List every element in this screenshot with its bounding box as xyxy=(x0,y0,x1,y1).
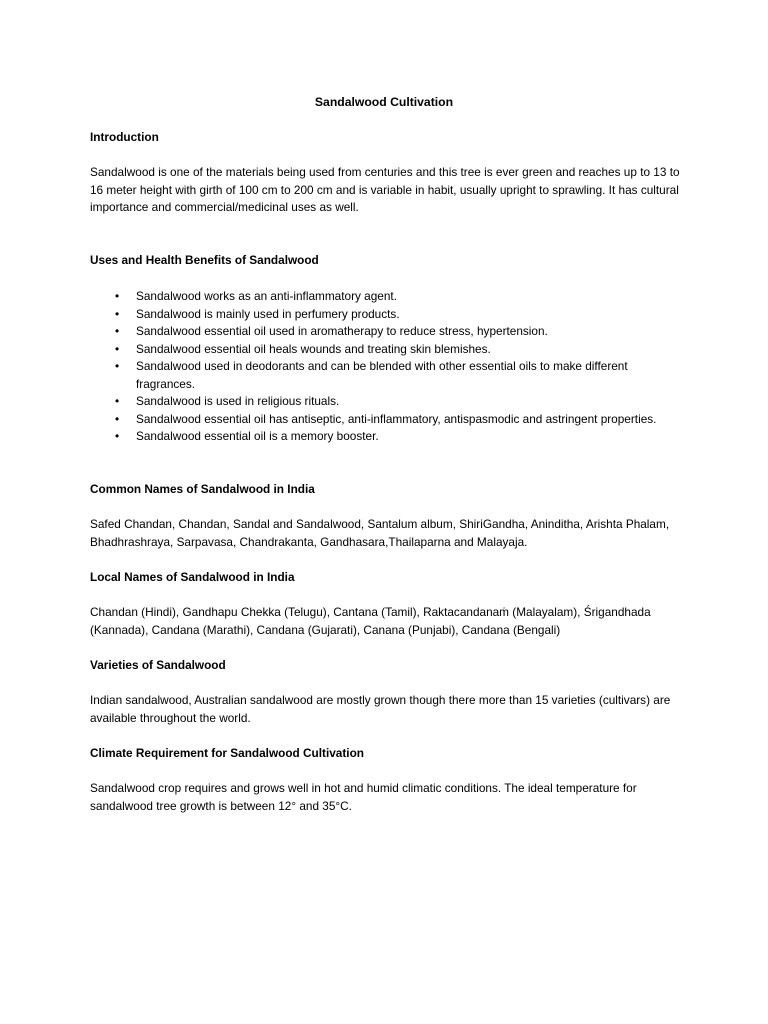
common-names-heading: Common Names of Sandalwood in India xyxy=(90,482,315,496)
introduction-paragraph: Sandalwood is one of the materials being used from centuries and this tree is ever green and reaches up to 13 to 16 meter height with girth of 100 cm to 200 cm and is variable in habit, usually upright to sprawling. It has cultural importance and commercial/medicinal uses as well. xyxy=(90,165,680,214)
list-item xyxy=(90,393,680,411)
bullet-icon: • xyxy=(115,359,120,373)
list-item-text: Sandalwood essential oil used in aromatherapy to reduce stress, hypertension. xyxy=(136,324,548,338)
list-item-text: Sandalwood essential oil heals wounds and treating skin blemishes. xyxy=(136,341,491,356)
climate-paragraph: Sandalwood crop requires and grows well in hot and humid climatic conditions. The ideal temperature for sandalwood tree growth is between 12° and 35°C. xyxy=(90,781,637,813)
list-item xyxy=(90,288,680,306)
list-item-text: Sandalwood works as an anti-inflammatory agent. xyxy=(136,289,397,303)
bullet-icon: • xyxy=(115,324,120,338)
list-item-text: Sandalwood essential oil has antiseptic, anti-inflammatory, antispasmodic and astringent properties. xyxy=(136,411,657,426)
list-item xyxy=(90,323,680,341)
local-names-paragraph: Chandan (Hindi), Gandhapu Chekka (Telugu), Cantana (Tamil), Raktacandanaṁ (Malayalam), Śrigandhada (Kannada), Candana (Marathi), Candana (Gujarati), Canana (Punjabi), Candana (Bengali) xyxy=(90,605,651,637)
varieties-paragraph: Indian sandalwood, Australian sandalwood are mostly grown though there more than 15 varieties (cultivars) are available throughout the world. xyxy=(90,693,671,725)
list-item-text: Sandalwood used in deodorants and can be blended with other essential oils to make different fragrances. xyxy=(136,359,628,391)
list-item xyxy=(90,341,680,359)
bullet-icon: • xyxy=(115,429,120,443)
local-names-heading: Local Names of Sandalwood in India xyxy=(90,570,295,584)
bullet-icon: • xyxy=(115,394,120,408)
bullet-icon: • xyxy=(115,411,120,426)
climate-heading: Climate Requirement for Sandalwood Cultivation xyxy=(90,746,364,760)
list-item-text: Sandalwood essential oil is a memory booster. xyxy=(136,429,379,443)
bullet-icon: • xyxy=(115,289,120,303)
list-item xyxy=(90,411,680,429)
document-title: Sandalwood Cultivation xyxy=(314,95,454,109)
list-item xyxy=(90,306,680,324)
varieties-heading: Varieties of Sandalwood xyxy=(90,658,226,672)
list-item-text: Sandalwood is mainly used in perfumery products. xyxy=(136,306,400,321)
bullet-icon: • xyxy=(115,341,120,356)
list-item-text: Sandalwood is used in religious rituals. xyxy=(136,394,340,408)
uses-heading: Uses and Health Benefits of Sandalwood xyxy=(90,253,319,267)
list-item xyxy=(90,428,680,446)
introduction-heading: Introduction xyxy=(90,130,159,144)
bullet-icon: • xyxy=(115,306,120,321)
common-names-paragraph: Safed Chandan, Chandan, Sandal and Sandalwood, Santalum album, ShiriGandha, Aninditha, Arishta Phalam, Bhadhrashraya, Sarpavasa, Chandrakanta, Gandhasara,Thailaparna and Malayaja. xyxy=(90,517,670,549)
uses-list xyxy=(90,288,680,446)
list-item xyxy=(90,358,680,393)
